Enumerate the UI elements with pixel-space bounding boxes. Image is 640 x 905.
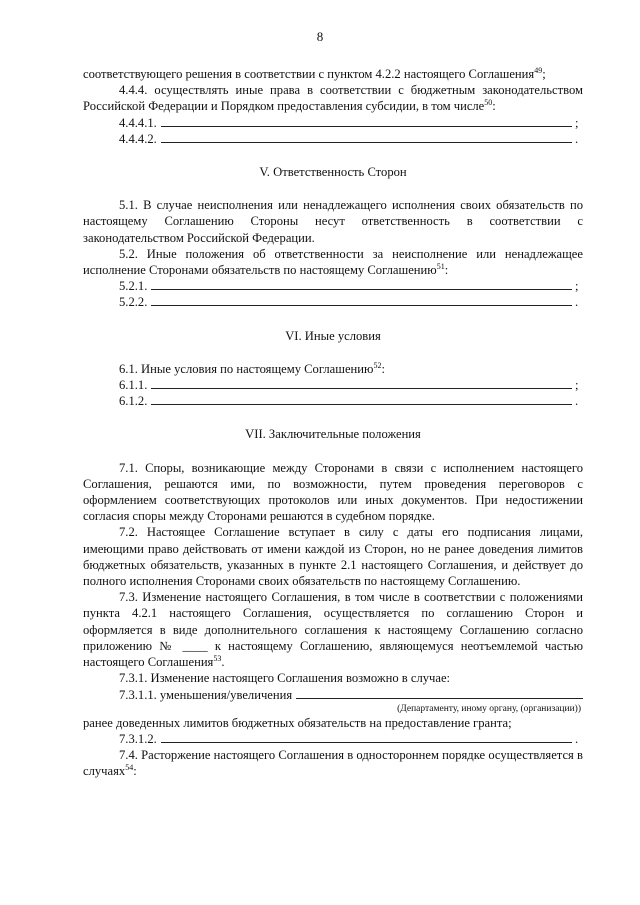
blank-line-7-3-1-2: 7.3.1.2. .: [119, 731, 579, 746]
section-6-title: VI. Иные условия: [285, 328, 381, 343]
para-5-1: 5.1. В случае неисполнения или ненадлежащего исполнения своих обязательств по настоящему Соглашению Стороны несут ответственность в соответствии с законодательством Российской Федерации.: [83, 198, 583, 245]
blank-line-5-2-2: 5.2.2. .: [119, 295, 579, 310]
blank-field: [161, 731, 572, 743]
blank-line-5-2-1: 5.2.1. ;: [119, 279, 579, 294]
footnote-ref-51[interactable]: 51: [436, 261, 445, 271]
para-7-3-1: 7.3.1. Изменение настоящего Соглашения возможно в случае:: [119, 671, 451, 686]
para-6-1: 6.1. Иные условия по настоящему Соглашению$^{52}$:: [119, 360, 385, 376]
para-5-2: 5.2. Иные положения об ответственности за неисполнение или ненадлежащее исполнение Сторонами обязательств по настоящему Соглашению$^{51}$:: [83, 246, 583, 278]
para-7-2: 7.2. Настоящее Соглашение вступает в силу с даты его подписания лицами, имеющими право действовать от имени каждой из Сторон, но не ранее доведения лимитов бюджетных обязательств, указанных в пункте 2.1 настоящего Соглашения, и действует до полного исполнения Сторонами своих обязательств по настоящему Соглашению.: [83, 525, 583, 589]
document-body: [83, 66, 583, 780]
blank-field: [151, 278, 572, 290]
blank-line-6-1-2: 6.1.2. .: [119, 394, 579, 409]
field-caption: (Департаменту, иному органу, (организации)): [397, 703, 581, 714]
blank-field: [161, 115, 572, 127]
para-4-4-4: 4.4.4. осуществлять иные права в соответствии с бюджетным законодательством Российской Федерации и Порядком предоставления субсидии, в том числе$^{50}$:: [83, 83, 583, 114]
blank-line-6-1-1: 6.1.1. ;: [119, 378, 579, 393]
para-7-4: 7.4. Расторжение настоящего Соглашения в одностороннем порядке осуществляется в случаях$^{54}$:: [83, 748, 583, 779]
blank-field: [296, 687, 583, 699]
footnote-ref-54[interactable]: 54: [125, 763, 134, 773]
para-7-3: 7.3. Изменение настоящего Соглашения, в том числе в соответствии с положениями пункта 4.2.1 настоящего Соглашения, осуществляется по соглашению Сторон и оформляется в виде дополнительного соглашения к настоящему Соглашению согласно приложению № ____ к настоящему Соглашению, являющемуся неотъемлемой частью настоящего Соглашения$^{53}$.: [83, 590, 583, 670]
blank-line-4-4-4-1: 4.4.4.1. ;: [119, 115, 579, 130]
para-7-3-1-1-continuation: ранее доведенных лимитов бюджетных обязательств на предоставление гранта;: [83, 715, 512, 730]
blank-line-7-3-1-1: 7.3.1.1. уменьшения/увеличения: [83, 687, 583, 703]
footnote-ref-53[interactable]: 53: [213, 653, 222, 663]
section-7-title: VII. Заключительные положения: [245, 427, 421, 442]
footnote-ref-49[interactable]: 49: [534, 65, 543, 75]
para-7-1: 7.1. Споры, возникающие между Сторонами в связи с исполнением настоящего Соглашения, решаются ими, по возможности, путем проведения переговоров с оформлением соответствующих протоколов или иных документов. При недостижении согласия споры между Сторонами решаются в судебном порядке.: [83, 460, 583, 524]
footnote-ref-52[interactable]: 52: [373, 360, 382, 370]
blank-field: [151, 393, 572, 405]
para-4-4-3-continuation: соответствующего решения в соответствии с пунктом 4.2.2 настоящего Соглашения$^{49}$;: [83, 65, 546, 81]
footnote-ref-50[interactable]: 50: [484, 98, 493, 108]
blank-line-4-4-4-2: 4.4.4.2. .: [119, 131, 579, 146]
blank-field: [151, 294, 572, 306]
blank-field: [161, 131, 572, 143]
section-5-title: V. Ответственность Сторон: [259, 165, 407, 180]
blank-field: [151, 377, 572, 389]
page-number: 8: [316, 29, 324, 44]
